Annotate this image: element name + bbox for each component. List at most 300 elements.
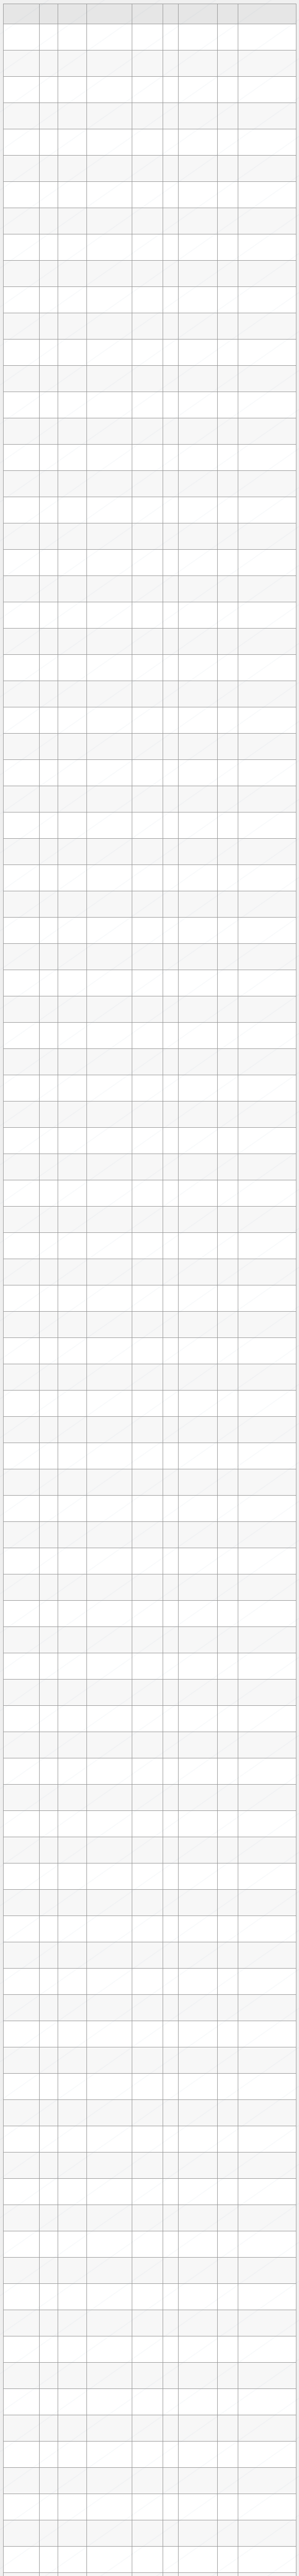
table-cell (163, 418, 179, 445)
table-cell (87, 1259, 132, 1285)
table-cell (163, 366, 179, 392)
table-cell (179, 1627, 218, 1653)
table-cell (218, 24, 238, 50)
table-cell (218, 1180, 238, 1207)
table-cell (40, 970, 58, 996)
table-cell (163, 1364, 179, 1391)
table-cell (218, 1732, 238, 1758)
table-cell (4, 1601, 40, 1627)
table-cell (238, 1522, 296, 1548)
table-cell (40, 1522, 58, 1548)
table-cell (179, 156, 218, 182)
table-cell (163, 681, 179, 707)
table-cell (132, 2021, 163, 2047)
table-cell (40, 891, 58, 918)
table-cell (179, 2494, 218, 2520)
table-cell (163, 156, 179, 182)
table-cell (58, 366, 87, 392)
table-cell (179, 2231, 218, 2258)
table-cell (163, 2126, 179, 2153)
table-cell (58, 2231, 87, 2258)
table-cell (40, 1128, 58, 1154)
table-cell (132, 2179, 163, 2205)
table-cell (4, 2336, 40, 2363)
table-row (4, 1128, 296, 1154)
table-cell (87, 576, 132, 602)
table-row (4, 2231, 296, 2258)
table-cell (87, 234, 132, 261)
table-cell (132, 1680, 163, 1706)
table-cell (40, 2153, 58, 2179)
table-cell (218, 1364, 238, 1391)
table-cell (132, 1233, 163, 1259)
table-cell (40, 1259, 58, 1285)
table-cell (218, 1128, 238, 1154)
table-row (4, 2363, 296, 2389)
table-row (4, 812, 296, 839)
table-cell (179, 1101, 218, 1128)
table-header (4, 4, 296, 24)
table-cell (218, 445, 238, 471)
table-cell (58, 629, 87, 655)
table-cell (163, 2573, 179, 2576)
table-cell (238, 2494, 296, 2520)
table-cell (87, 1391, 132, 1417)
table-cell (238, 313, 296, 340)
table-cell (238, 918, 296, 944)
column-header (163, 4, 179, 24)
table-cell (163, 77, 179, 103)
table-cell (40, 129, 58, 156)
table-cell (58, 1942, 87, 1969)
table-row (4, 261, 296, 287)
table-cell (132, 366, 163, 392)
table-cell (163, 2336, 179, 2363)
table-cell (40, 1706, 58, 1732)
table-cell (218, 655, 238, 681)
table-cell (40, 1653, 58, 1680)
table-cell (40, 865, 58, 891)
table-cell (163, 812, 179, 839)
table-cell (132, 2205, 163, 2231)
table-cell (238, 1128, 296, 1154)
table-cell (87, 1863, 132, 1890)
table-cell (179, 2310, 218, 2336)
table-cell (179, 1942, 218, 1969)
table-cell (58, 550, 87, 576)
table-cell (163, 2494, 179, 2520)
table-cell (132, 1706, 163, 1732)
table-cell (163, 2258, 179, 2284)
table-cell (163, 2205, 179, 2231)
table-cell (87, 1601, 132, 1627)
table-cell (58, 2153, 87, 2179)
table-cell (87, 2179, 132, 2205)
table-cell (58, 1259, 87, 1285)
table-row (4, 707, 296, 734)
table-cell (132, 1312, 163, 1338)
table-cell (4, 1680, 40, 1706)
table-cell (58, 786, 87, 812)
table-cell (132, 734, 163, 760)
table-cell (163, 1128, 179, 1154)
table-cell (58, 2494, 87, 2520)
table-cell (4, 1364, 40, 1391)
table-cell (40, 1680, 58, 1706)
table-cell (132, 1101, 163, 1128)
table-cell (132, 970, 163, 996)
table-cell (238, 944, 296, 970)
table-cell (87, 812, 132, 839)
table-cell (132, 2442, 163, 2468)
table-cell (218, 1627, 238, 1653)
table-cell (163, 1548, 179, 1574)
table-cell (40, 1049, 58, 1075)
table-cell (163, 2520, 179, 2547)
table-cell (218, 2310, 238, 2336)
table-cell (238, 287, 296, 313)
table-cell (4, 1811, 40, 1837)
table-cell (58, 50, 87, 77)
table-cell (132, 1653, 163, 1680)
table-cell (58, 681, 87, 707)
table-cell (238, 445, 296, 471)
table-cell (4, 918, 40, 944)
table-cell (163, 1469, 179, 1496)
table-cell (163, 1995, 179, 2021)
table-cell (238, 1785, 296, 1811)
table-cell (218, 2573, 238, 2576)
table-cell (4, 944, 40, 970)
table-cell (40, 1443, 58, 1469)
table-cell (40, 313, 58, 340)
table-cell (4, 2284, 40, 2310)
table-cell (58, 1023, 87, 1049)
table-cell (87, 2074, 132, 2100)
table-cell (40, 523, 58, 550)
table-cell (40, 734, 58, 760)
table-cell (179, 2021, 218, 2047)
table-cell (87, 1207, 132, 1233)
header-row (4, 4, 296, 24)
table-cell (163, 707, 179, 734)
table-cell (40, 655, 58, 681)
table-cell (238, 2284, 296, 2310)
table-cell (40, 1312, 58, 1338)
table-cell (87, 891, 132, 918)
table-cell (40, 2547, 58, 2573)
table-cell (163, 891, 179, 918)
table-cell (40, 786, 58, 812)
table-cell (58, 891, 87, 918)
table-cell (179, 812, 218, 839)
table-row (4, 1863, 296, 1890)
table-cell (40, 2573, 58, 2576)
table-cell (179, 2047, 218, 2074)
table-row (4, 1916, 296, 1942)
table-cell (132, 1890, 163, 1916)
table-cell (132, 156, 163, 182)
table-cell (40, 77, 58, 103)
table-cell (132, 523, 163, 550)
table-cell (163, 1863, 179, 1890)
table-cell (87, 1653, 132, 1680)
table-cell (40, 918, 58, 944)
table-cell (4, 1496, 40, 1522)
records-table (3, 4, 296, 2576)
table-cell (40, 24, 58, 50)
table-cell (58, 287, 87, 313)
table-cell (238, 2310, 296, 2336)
table-cell (179, 1574, 218, 1601)
table-cell (218, 1995, 238, 2021)
table-cell (40, 1364, 58, 1391)
table-cell (238, 50, 296, 77)
table-cell (87, 2363, 132, 2389)
table-row (4, 2153, 296, 2179)
table-cell (163, 1680, 179, 1706)
table-cell (132, 2415, 163, 2442)
table-row (4, 2547, 296, 2573)
table-cell (132, 1443, 163, 1469)
table-row (4, 1233, 296, 1259)
table-cell (218, 996, 238, 1023)
table-cell (58, 1916, 87, 1942)
table-cell (58, 2310, 87, 2336)
table-cell (218, 1522, 238, 1548)
table-cell (87, 2415, 132, 2442)
table-row (4, 1890, 296, 1916)
table-cell (40, 1627, 58, 1653)
table-cell (218, 2205, 238, 2231)
table-cell (238, 970, 296, 996)
table-cell (4, 1758, 40, 1785)
table-cell (4, 550, 40, 576)
table-cell (4, 523, 40, 550)
table-cell (179, 2074, 218, 2100)
table-cell (179, 2100, 218, 2126)
table-cell (87, 50, 132, 77)
table-cell (4, 812, 40, 839)
table-cell (4, 471, 40, 497)
table-row (4, 1023, 296, 1049)
table-cell (132, 2336, 163, 2363)
table-row (4, 1101, 296, 1128)
table-cell (132, 2468, 163, 2494)
table-row (4, 2021, 296, 2047)
table-cell (132, 681, 163, 707)
table-cell (132, 2494, 163, 2520)
table-row (4, 392, 296, 418)
table-cell (87, 313, 132, 340)
table-cell (40, 681, 58, 707)
table-cell (218, 234, 238, 261)
table-cell (132, 24, 163, 50)
table-cell (87, 2047, 132, 2074)
table-cell (218, 2547, 238, 2573)
table-cell (58, 576, 87, 602)
table-cell (238, 2442, 296, 2468)
table-cell (87, 2205, 132, 2231)
table-row (4, 2494, 296, 2520)
table-cell (87, 2231, 132, 2258)
table-cell (58, 1312, 87, 1338)
table-cell (163, 2231, 179, 2258)
table-cell (4, 970, 40, 996)
table-cell (58, 1890, 87, 1916)
table-cell (238, 1101, 296, 1128)
table-cell (238, 2205, 296, 2231)
table-cell (238, 1942, 296, 1969)
table-cell (132, 918, 163, 944)
table-cell (238, 1180, 296, 1207)
table-cell (179, 208, 218, 234)
table-cell (238, 839, 296, 865)
table-row (4, 2468, 296, 2494)
table-cell (58, 1680, 87, 1706)
table-cell (163, 970, 179, 996)
table-cell (87, 1049, 132, 1075)
table-cell (163, 1101, 179, 1128)
table-cell (40, 2468, 58, 2494)
table-cell (218, 340, 238, 366)
table-cell (179, 366, 218, 392)
table-cell (179, 24, 218, 50)
table-cell (179, 944, 218, 970)
table-cell (218, 1285, 238, 1312)
table-cell (163, 1942, 179, 1969)
table-row (4, 445, 296, 471)
table-cell (40, 366, 58, 392)
table-cell (163, 1049, 179, 1075)
table-cell (87, 445, 132, 471)
table-cell (87, 760, 132, 786)
table-cell (179, 550, 218, 576)
table-cell (163, 1837, 179, 1863)
table-cell (40, 2100, 58, 2126)
table-cell (58, 1522, 87, 1548)
table-cell (58, 655, 87, 681)
table-row (4, 1417, 296, 1443)
table-row (4, 1680, 296, 1706)
table-cell (58, 1285, 87, 1312)
table-cell (58, 1969, 87, 1995)
table-cell (4, 1732, 40, 1758)
table-cell (238, 366, 296, 392)
table-cell (4, 2547, 40, 2573)
table-cell (132, 418, 163, 445)
table-cell (179, 707, 218, 734)
table-cell (132, 1364, 163, 1391)
table-cell (238, 786, 296, 812)
table-cell (40, 1023, 58, 1049)
table-cell (218, 812, 238, 839)
table-body (4, 24, 296, 2576)
table-cell (58, 1417, 87, 1443)
table-row (4, 1391, 296, 1417)
table-cell (58, 2547, 87, 2573)
table-cell (132, 392, 163, 418)
table-cell (40, 2415, 58, 2442)
table-cell (218, 1916, 238, 1942)
table-row (4, 340, 296, 366)
table-cell (87, 918, 132, 944)
table-cell (179, 970, 218, 996)
table-cell (58, 944, 87, 970)
table-cell (238, 1364, 296, 1391)
table-cell (163, 2074, 179, 2100)
table-cell (218, 1811, 238, 1837)
table-cell (4, 1154, 40, 1180)
table-row (4, 1758, 296, 1785)
table-cell (179, 1023, 218, 1049)
table-cell (163, 576, 179, 602)
column-header (238, 4, 296, 24)
table-cell (179, 340, 218, 366)
table-cell (132, 1207, 163, 1233)
table-cell (4, 602, 40, 629)
table-cell (58, 1785, 87, 1811)
table-cell (163, 655, 179, 681)
table-cell (218, 734, 238, 760)
table-cell (238, 1338, 296, 1364)
table-cell (4, 2363, 40, 2389)
table-cell (4, 24, 40, 50)
table-cell (132, 1627, 163, 1653)
table-cell (179, 2336, 218, 2363)
table-row (4, 2284, 296, 2310)
table-row (4, 1732, 296, 1758)
table-cell (179, 2520, 218, 2547)
table-cell (238, 1574, 296, 1601)
table-cell (40, 1338, 58, 1364)
table-cell (58, 1207, 87, 1233)
table-cell (87, 523, 132, 550)
table-cell (179, 576, 218, 602)
table-cell (218, 366, 238, 392)
table-cell (40, 2231, 58, 2258)
table-cell (163, 392, 179, 418)
table-cell (4, 261, 40, 287)
table-cell (4, 2047, 40, 2074)
table-cell (163, 103, 179, 129)
table-cell (238, 208, 296, 234)
table-cell (40, 2442, 58, 2468)
table-cell (179, 129, 218, 156)
table-cell (179, 1969, 218, 1995)
table-cell (132, 2547, 163, 2573)
table-cell (238, 2126, 296, 2153)
table-row (4, 760, 296, 786)
table-cell (179, 1049, 218, 1075)
table-cell (40, 1601, 58, 1627)
table-cell (87, 129, 132, 156)
table-cell (179, 1995, 218, 2021)
table-row (4, 1285, 296, 1312)
table-cell (4, 445, 40, 471)
table-cell (58, 2573, 87, 2576)
table-cell (238, 655, 296, 681)
table-cell (179, 2573, 218, 2576)
table-cell (4, 681, 40, 707)
table-cell (218, 1653, 238, 1680)
table-cell (163, 1417, 179, 1443)
table-cell (132, 208, 163, 234)
table-cell (40, 1758, 58, 1785)
table-cell (132, 1285, 163, 1312)
table-cell (238, 2153, 296, 2179)
table-cell (179, 1916, 218, 1942)
